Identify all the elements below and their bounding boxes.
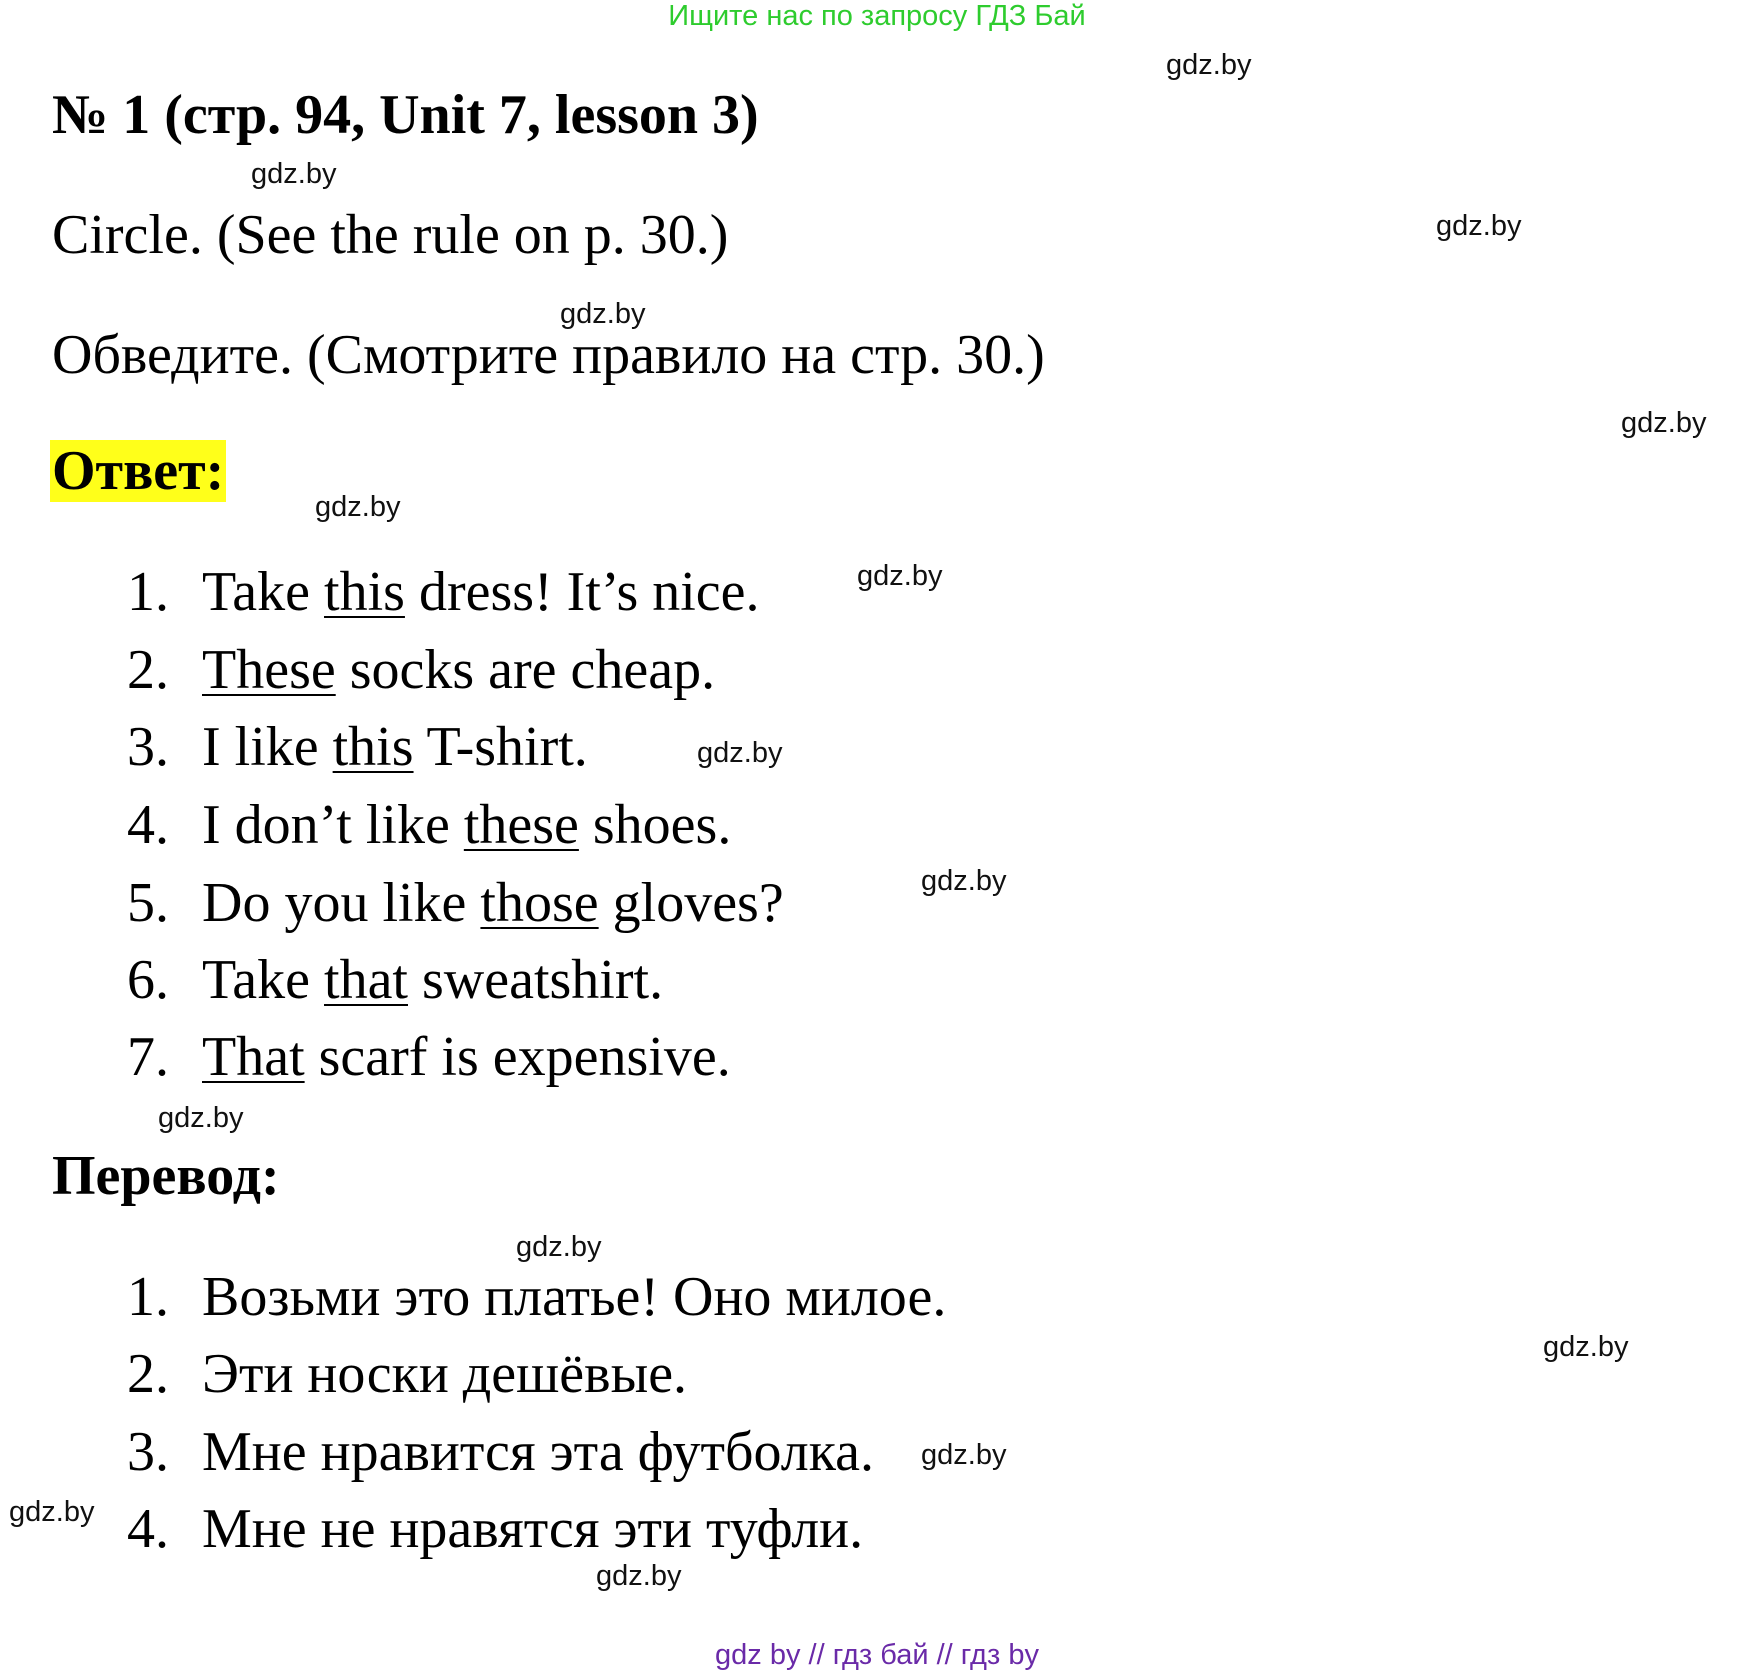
item-number: 2. [127,1343,169,1405]
answer-heading-text: Ответ: [52,440,225,502]
translation-item [127,1420,874,1484]
watermark: gdz.by [516,1231,602,1263]
item-number: 5. [127,872,169,934]
text-before: Do you like [202,872,481,934]
translation-text: Эти носки дешёвые. [202,1343,688,1405]
footer-links: gdz by // гдз бай // гдз by [715,1639,1039,1671]
translation-text: Мне нравится эта футболка. [202,1421,874,1483]
text-after: socks are cheap. [335,639,716,701]
search-banner: Ищите нас по запросу ГДЗ Бай [668,0,1086,32]
text-after: scarf is expensive. [304,1026,731,1088]
instruction-russian: Обведите. (Смотрите правило на стр. 30.) [52,324,1045,386]
circled-word: this [324,561,405,623]
translation-item [127,1497,863,1561]
watermark: gdz.by [1436,210,1522,242]
translation-text: Мне не нравятся эти туфли. [202,1498,864,1560]
text-after: dress! It’s nice. [404,561,760,623]
translation-item [127,1342,687,1406]
circled-word: These [202,639,336,701]
watermark: gdz.by [251,158,337,190]
text-after: gloves? [598,872,784,934]
circled-word: that [324,949,408,1011]
translation-item [127,1265,946,1329]
watermark: gdz.by [9,1496,95,1528]
answer-item [127,560,760,624]
item-number: 7. [127,1026,169,1088]
text-before: Take [202,949,325,1011]
answer-item [127,948,663,1012]
watermark: gdz.by [315,491,401,523]
text-after: shoes. [578,794,732,856]
watermark: gdz.by [158,1102,244,1134]
item-number: 2. [127,639,169,701]
watermark: gdz.by [697,737,783,769]
circled-word: That [202,1026,305,1088]
text-before: Take [202,561,325,623]
answer-item [127,871,784,935]
translation-text: Возьми это платье! Оно милое. [202,1266,947,1328]
watermark: gdz.by [1621,407,1707,439]
item-number: 4. [127,1498,169,1560]
watermark: gdz.by [921,865,1007,897]
text-before: I like [202,716,333,778]
circled-word: these [463,794,579,856]
instruction-english: Circle. (See the rule on p. 30.) [52,204,729,266]
text-after: sweatshirt. [408,949,664,1011]
answer-heading [50,438,226,504]
watermark: gdz.by [857,560,943,592]
answer-item [127,793,731,857]
answer-item [127,715,588,779]
translation-heading: Перевод: [52,1145,280,1207]
watermark: gdz.by [921,1439,1007,1471]
text-before: I don’t like [202,794,464,856]
item-number: 1. [127,561,169,623]
circled-word: this [332,716,414,778]
answer-item [127,638,715,702]
watermark: gdz.by [596,1560,682,1592]
circled-word: those [480,872,599,934]
watermark: gdz.by [560,298,646,330]
item-number: 6. [127,949,169,1011]
item-number: 1. [127,1266,169,1328]
watermark: gdz.by [1543,1331,1629,1363]
item-number: 3. [127,1421,169,1483]
answer-item [127,1025,731,1089]
text-after: T-shirt. [413,716,588,778]
item-number: 4. [127,794,169,856]
watermark: gdz.by [1166,49,1252,81]
item-number: 3. [127,716,169,778]
exercise-title: № 1 (стр. 94, Unit 7, lesson 3) [52,84,759,146]
